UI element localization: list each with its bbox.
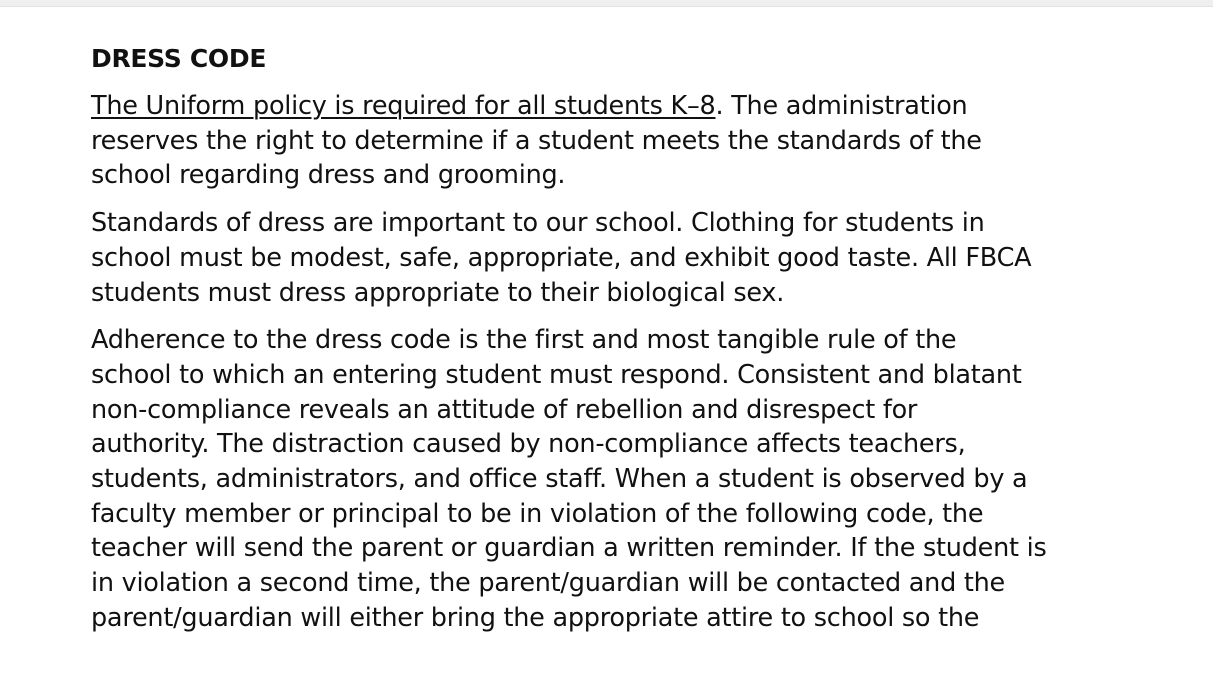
top-border [0, 0, 1213, 7]
paragraph-adherence [91, 323, 1151, 635]
text-line: students, administrators, and office staff. When a student is observed by a [91, 464, 1028, 495]
text-line: authority. The distraction caused by non-compliance affects teachers, [91, 429, 966, 460]
paragraph-uniform-policy [91, 89, 1151, 193]
text-line: students must dress appropriate to their biological sex. [91, 277, 785, 308]
text-line: school to which an entering student must respond. Consistent and blatant [91, 359, 1022, 390]
underlined-policy-text: The Uniform policy is required for all students K–8 [91, 91, 716, 121]
text-line: faculty member or principal to be in violation of the following code, the [91, 498, 984, 529]
text-line: Adherence to the dress code is the first and most tangible rule of the [91, 325, 957, 356]
text-line: in violation a second time, the parent/guardian will be contacted and the [91, 568, 1005, 599]
section-heading: DRESS CODE [91, 44, 267, 73]
text-line: reserves the right to determine if a student meets the standards of the [91, 125, 982, 156]
text-line: parent/guardian will either bring the appropriate attire to school so the [91, 602, 980, 633]
text-line [91, 89, 1151, 124]
paragraph-standards-of-dress [91, 206, 1151, 310]
text-line: school regarding dress and grooming. [91, 160, 566, 191]
text-line: Standards of dress are important to our school. Clothing for students in [91, 208, 985, 239]
document-page [91, 42, 1151, 649]
text-fragment: . The administration [715, 91, 968, 121]
text-line: teacher will send the parent or guardian a written reminder. If the student is [91, 533, 1047, 564]
text-line: school must be modest, safe, appropriate, and exhibit good taste. All FBCA [91, 242, 1032, 273]
text-line: non-compliance reveals an attitude of rebellion and disrespect for [91, 394, 918, 425]
